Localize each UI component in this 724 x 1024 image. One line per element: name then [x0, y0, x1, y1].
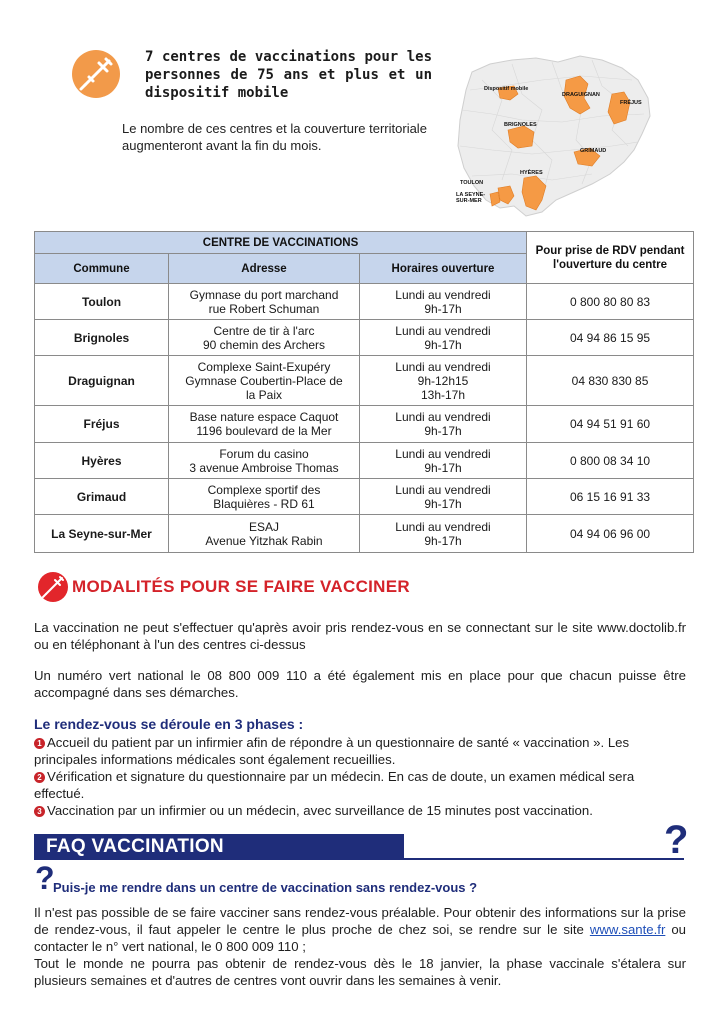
table-row: [35, 284, 694, 320]
cell-adresse: [169, 406, 360, 443]
horaires-line: Lundi au vendredi: [395, 446, 491, 461]
faq-answer-part2: ou contacter le n° vert national, le 0 800 009 110 ;: [34, 922, 686, 954]
cell-phone: 04 94 51 91 60: [527, 406, 694, 443]
adresse-line: Centre de tir à l'arc: [213, 323, 315, 338]
adresse-line: ESAJ: [248, 519, 279, 534]
phases-list: [34, 734, 686, 819]
cell-adresse: [169, 284, 360, 320]
map-label-laseyne: LA SEYNE-SUR-MER: [456, 192, 486, 204]
adresse-line: Base nature espace Caquot: [189, 410, 339, 424]
table-row: [35, 479, 694, 515]
adresse-line: 1196 boulevard de la Mer: [196, 424, 332, 438]
phase-item: [34, 734, 686, 768]
cell-phone: 0 800 08 34 10: [527, 443, 694, 479]
adresse-line: 90 chemin des Archers: [202, 337, 326, 352]
phase-item: [34, 768, 686, 802]
cell-horaires: [360, 284, 527, 320]
adresse-line: Gymnase du port marchand: [189, 287, 339, 302]
phase-text: Vérification et signature du questionnaire par un médecin. En cas de doute, un examen médical sera effectué.: [34, 769, 635, 801]
sante-link[interactable]: www.sante.fr: [589, 922, 666, 937]
cell-horaires: [360, 515, 527, 553]
cell-horaires: [360, 406, 527, 443]
map-label-toulon: TOULON: [460, 180, 484, 186]
cell-commune: Fréjus: [35, 406, 169, 443]
map-label-hyeres: HYÈRES: [520, 170, 543, 176]
cell-commune: Grimaud: [35, 479, 169, 515]
modalites-paragraph-1: La vaccination ne peut s'effectuer qu'après avoir pris rendez-vous en se connectant sur le site www.doctolib.fr ou en téléphonant à l'un des centres ci-dessus: [34, 620, 686, 652]
table-group-header: CENTRE DE VACCINATIONS: [35, 232, 527, 254]
column-header-adresse: Adresse: [169, 254, 360, 284]
table-row: [35, 443, 694, 479]
cell-commune: Hyères: [35, 443, 169, 479]
question-mark-icon: ?: [35, 860, 55, 896]
modalites-paragraph-2: Un numéro vert national le 08 800 009 110 a été également mis en place pour que chacun puisse être accompagné dans ses démarches.: [34, 668, 686, 700]
phase-item: [34, 802, 686, 819]
adresse-line: Complexe sportif des: [207, 482, 321, 497]
cell-horaires: [360, 443, 527, 479]
column-header-commune: Commune: [35, 254, 169, 284]
faq-answer-part3: Tout le monde ne pourra pas obtenir de rendez-vous dès le 18 janvier, la phase vaccinale s'étalera sur plusieurs semaines et d'autres de centres vont ouvrir dans les semaines à venir.: [34, 956, 686, 988]
horaires-line: Lundi au vendredi: [395, 287, 491, 302]
cell-horaires: [360, 320, 527, 356]
adresse-line: Blaquières - RD 61: [213, 496, 315, 511]
map-label-brignoles: BRIGNOLES: [504, 122, 537, 128]
cell-commune: Toulon: [35, 284, 169, 320]
map-label-draguignan: DRAGUIGNAN: [562, 92, 600, 98]
horaires-line: 9h-17h: [424, 460, 462, 475]
adresse-line: Complexe Saint-Exupéry: [197, 359, 331, 374]
cell-commune: Brignoles: [35, 320, 169, 356]
faq-answer-part1: Il n'est pas possible de se faire vacciner sans rendez-vous préalable. Pour obtenir des informations sur la prise de rendez-vous, il faut appeler le centre le plus proche de chez soi, se rendre sur le site: [34, 905, 686, 937]
column-header-horaires: Horaires ouverture: [360, 254, 527, 284]
cell-commune: La Seyne-sur-Mer: [35, 515, 169, 553]
table-row: [35, 320, 694, 356]
syringe-icon: [38, 572, 68, 602]
faq-title: FAQ VACCINATION: [46, 836, 224, 857]
table-rdv-header: Pour prise de RDV pendant l'ouverture du centre: [527, 232, 694, 284]
table-row: [35, 515, 694, 553]
horaires-line: 9h-17h: [424, 424, 462, 438]
cell-phone: 0 800 80 80 83: [527, 284, 694, 320]
phase-number-icon: 2: [34, 772, 45, 783]
cell-phone: 04 94 06 96 00: [527, 515, 694, 553]
horaires-line: Lundi au vendredi: [395, 482, 491, 497]
horaires-line: 9h-17h: [424, 337, 462, 352]
modalites-title: MODALITÉS POUR SE FAIRE VACCINER: [72, 577, 410, 596]
cell-phone: 04 830 830 85: [527, 356, 694, 406]
cell-adresse: [169, 320, 360, 356]
centres-heading: 7 centres de vaccinations pour les personnes de 75 ans et plus et un dispositif mobile: [145, 49, 432, 101]
horaires-line: Lundi au vendredi: [395, 519, 491, 534]
horaires-line: 13h-17h: [420, 387, 466, 402]
horaires-line: 9h-12h15: [417, 373, 469, 388]
phase-text: Accueil du patient par un infirmier afin de répondre à un questionnaire de santé « vaccination ». Les principales informations médicales sont également recueillies.: [34, 735, 630, 767]
adresse-line: Gymnase Coubertin-Place de: [185, 373, 343, 388]
adresse-line: 3 avenue Ambroise Thomas: [189, 460, 339, 475]
cell-adresse: [169, 479, 360, 515]
cell-horaires: [360, 356, 527, 406]
adresse-line: Avenue Yitzhak Rabin: [205, 533, 323, 548]
cell-phone: 04 94 86 15 95: [527, 320, 694, 356]
map-label-dispositif: Dispositif mobile: [484, 86, 529, 92]
adresse-line: rue Robert Schuman: [208, 301, 320, 316]
centres-paragraph: Le nombre de ces centres et la couverture territoriale augmenteront avant la fin du mois.: [122, 121, 427, 153]
cell-adresse: [169, 356, 360, 406]
phase-number-icon: 3: [34, 806, 45, 817]
phases-title: Le rendez-vous se déroule en 3 phases :: [34, 716, 304, 732]
cell-commune: Draguignan: [35, 356, 169, 406]
phase-text: Vaccination par un infirmier ou un médecin, avec surveillance de 15 minutes post vaccination.: [47, 803, 593, 818]
horaires-line: Lundi au vendredi: [395, 323, 491, 338]
var-department-map: [452, 50, 654, 220]
cell-phone: 06 15 16 91 33: [527, 479, 694, 515]
adresse-line: la Paix: [245, 387, 283, 402]
horaires-line: Lundi au vendredi: [395, 359, 491, 374]
vaccination-centres-table: [34, 231, 694, 553]
adresse-line: Forum du casino: [219, 446, 309, 461]
cell-adresse: [169, 515, 360, 553]
map-label-frejus: FRÉJUS: [620, 100, 642, 106]
map-label-grimaud: GRIMAUD: [580, 148, 607, 154]
question-mark-icon: ?: [664, 818, 689, 862]
faq-question: Puis-je me rendre dans un centre de vaccination sans rendez-vous ?: [53, 880, 478, 895]
table-row: [35, 406, 694, 443]
horaires-line: 9h-17h: [424, 496, 462, 511]
horaires-line: 9h-17h: [424, 301, 462, 316]
horaires-line: Lundi au vendredi: [395, 410, 491, 424]
horaires-line: 9h-17h: [424, 533, 462, 548]
table-row: [35, 356, 694, 406]
syringe-icon: [72, 50, 120, 98]
phase-number-icon: 1: [34, 738, 45, 749]
faq-answer: [34, 904, 686, 989]
cell-adresse: [169, 443, 360, 479]
cell-horaires: [360, 479, 527, 515]
